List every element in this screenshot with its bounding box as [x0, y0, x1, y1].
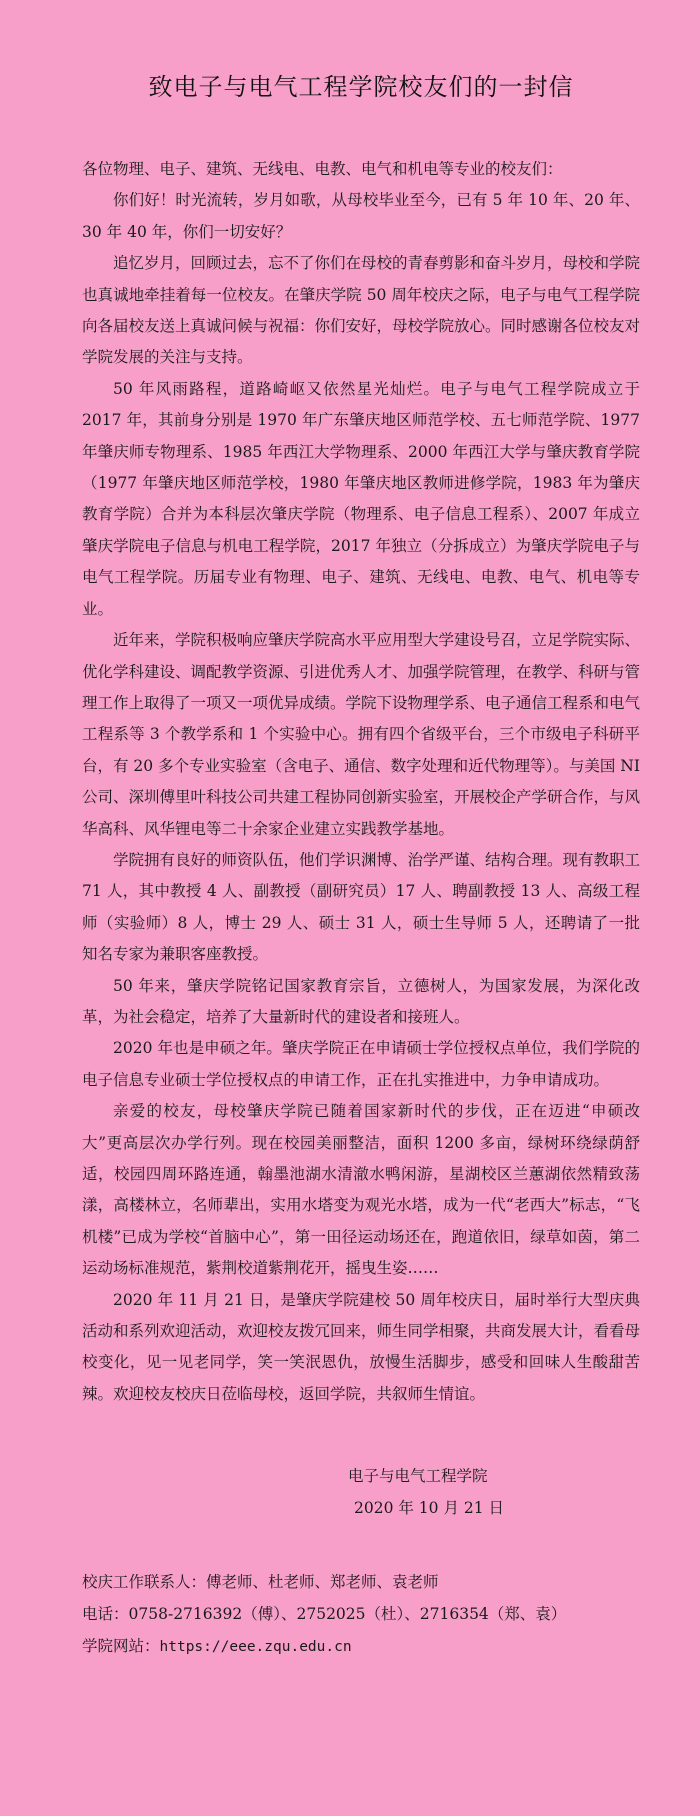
paragraph-recent-achievements: 近年来，学院积极响应肇庆学院高水平应用型大学建设号召，立足学院实际、优化学科建设、调配教学资源、引进优秀人才、加强学院管理，在教学、科研与管理工作上取得了一项又一项优异成绩。学院下设物理学系、电子通信工程系和电气工程系等 3 个教学系和 1 个实验中心。拥有四个省级平台，三个市级电子科研平台，有 20 多个专业实验室（含电子、通信、数字处理和近代物理等）。与美国 NI 公司、深圳傅里叶科技公司共建工程协同创新实验室，开展校企产学研合作，与风华高科、风华锂电等二十余家企业建立实践教学基地。	[82, 631, 641, 838]
paragraph-greeting-wishes: 你们好！时光流转，岁月如歌，从母校毕业至今，已有 5 年 10 年、20 年、30 年 40 年，你们一切安好？	[82, 191, 640, 241]
letter-signature	[82, 1460, 640, 1524]
contact-info	[82, 1566, 640, 1663]
contact-website-label: 学院网站：	[82, 1637, 160, 1656]
contact-website-line	[82, 1630, 640, 1663]
letter-greeting: 各位物理、电子、建筑、无线电、电教、电气和机电等专业的校友们：	[82, 160, 563, 178]
contact-people-line	[82, 1566, 640, 1598]
letter-body	[82, 154, 640, 1410]
contact-website-link[interactable]: https://eee.zqu.edu.cn	[159, 1639, 352, 1656]
contact-phone-label: 电话：	[82, 1605, 129, 1624]
paragraph-campus: 亲爱的校友，母校肇庆学院已随着国家新时代的步伐，正在迈进“申硕改大”更高层次办学行列。现在校园美丽整洁，面积 1200 多亩，绿树环绕绿荫舒适，校园四周环路连通，翰墨池湖水清澈水鸭闲游，星湖校区兰蕙湖依然精致荡漾，高楼林立，名师辈出，实用水塔变为观光水塔，成为一代“老西大”标志，“飞机楼”已成为学校“首脑中心”，第一田径运动场还在，跑道依旧，绿草如茵，第二运动场标准规范，紫荆校道紫荆花开，摇曳生姿……	[82, 1102, 640, 1278]
paragraph-history: 50 年风雨路程，道路崎岖又依然星光灿烂。电子与电气工程学院成立于 2017 年，其前身分别是 1970 年广东肇庆地区师范学校、五七师范学院、1977 年肇庆师专物理系、1985 年西江大学物理系、2000 年西江大学与肇庆教育学院（1977 年肇庆地区师范学校，1980 年肇庆地区教师进修学院，1983 年为肇庆教育学院）合并为本科层次肇庆学院（物理系、电子信息工程系）、2007 年成立肇庆学院电子信息与机电工程学院，2017 年独立（分拆成立）为肇庆学院电子与电气工程学院。历届专业有物理、电子、建筑、无线电、电教、电气、机电等专业。	[82, 379, 640, 618]
contact-people: 傅老师、杜老师、郑老师、袁老师	[206, 1573, 439, 1592]
paragraph-fifty-years: 50 年来，肇庆学院铭记国家教育宗旨，立德树人，为国家发展，为深化改革，为社会稳定，培养了大量新时代的建设者和接班人。	[82, 976, 640, 1026]
contact-phone: 0758-2716392（傅）、2752025（杜）、2716354（郑、袁）	[128, 1605, 567, 1624]
paragraph-faculty: 学院拥有良好的师资队伍，他们学识渊博、治学严谨、结构合理。现有教职工 71 人，其中教授 4 人、副教授（副研究员）17 人、聘副教授 13 人、高级工程师（实验师）8 人，博士 29 人、硕士 31 人，硕士生导师 5 人，还聘请了一批知名专家为兼职客座教授。	[82, 850, 641, 964]
contact-phone-line	[82, 1598, 640, 1630]
signature-date: 2020 年 10 月 21 日	[354, 1499, 505, 1518]
signature-org: 电子与电气工程学院	[348, 1467, 488, 1486]
paragraph-invitation: 2020 年 11 月 21 日，是肇庆学院建校 50 周年校庆日，届时举行大型庆典活动和系列欢迎活动，欢迎校友拨冗回来，师生同学相聚，共商发展大计，看看母校变化，见一见老同学，笑一笑泯恩仇，放慢生活脚步，感受和回味人生酸甜苦辣。欢迎校友校庆日莅临母校，返回学院，共叙师生情谊。	[82, 1290, 641, 1403]
paragraph-memories: 追忆岁月，回顾过去，忘不了你们在母校的青春剪影和奋斗岁月，母校和学院也真诚地牵挂着每一位校友。在肇庆学院 50 周年校庆之际，电子与电气工程学院向各届校友送上真诚问候与祝福：你们安好，母校学院放心。同时感谢各位校友对学院发展的关注与支持。	[82, 254, 641, 367]
paragraph-masters-application: 2020 年也是申硕之年。肇庆学院正在申请硕士学位授权点单位，我们学院的电子信息专业硕士学位授权点的申请工作，正在扎实推进中，力争申请成功。	[82, 1039, 640, 1089]
letter-title: 致电子与电气工程学院校友们的一封信	[148, 73, 574, 101]
contact-people-label: 校庆工作联系人：	[82, 1573, 207, 1592]
